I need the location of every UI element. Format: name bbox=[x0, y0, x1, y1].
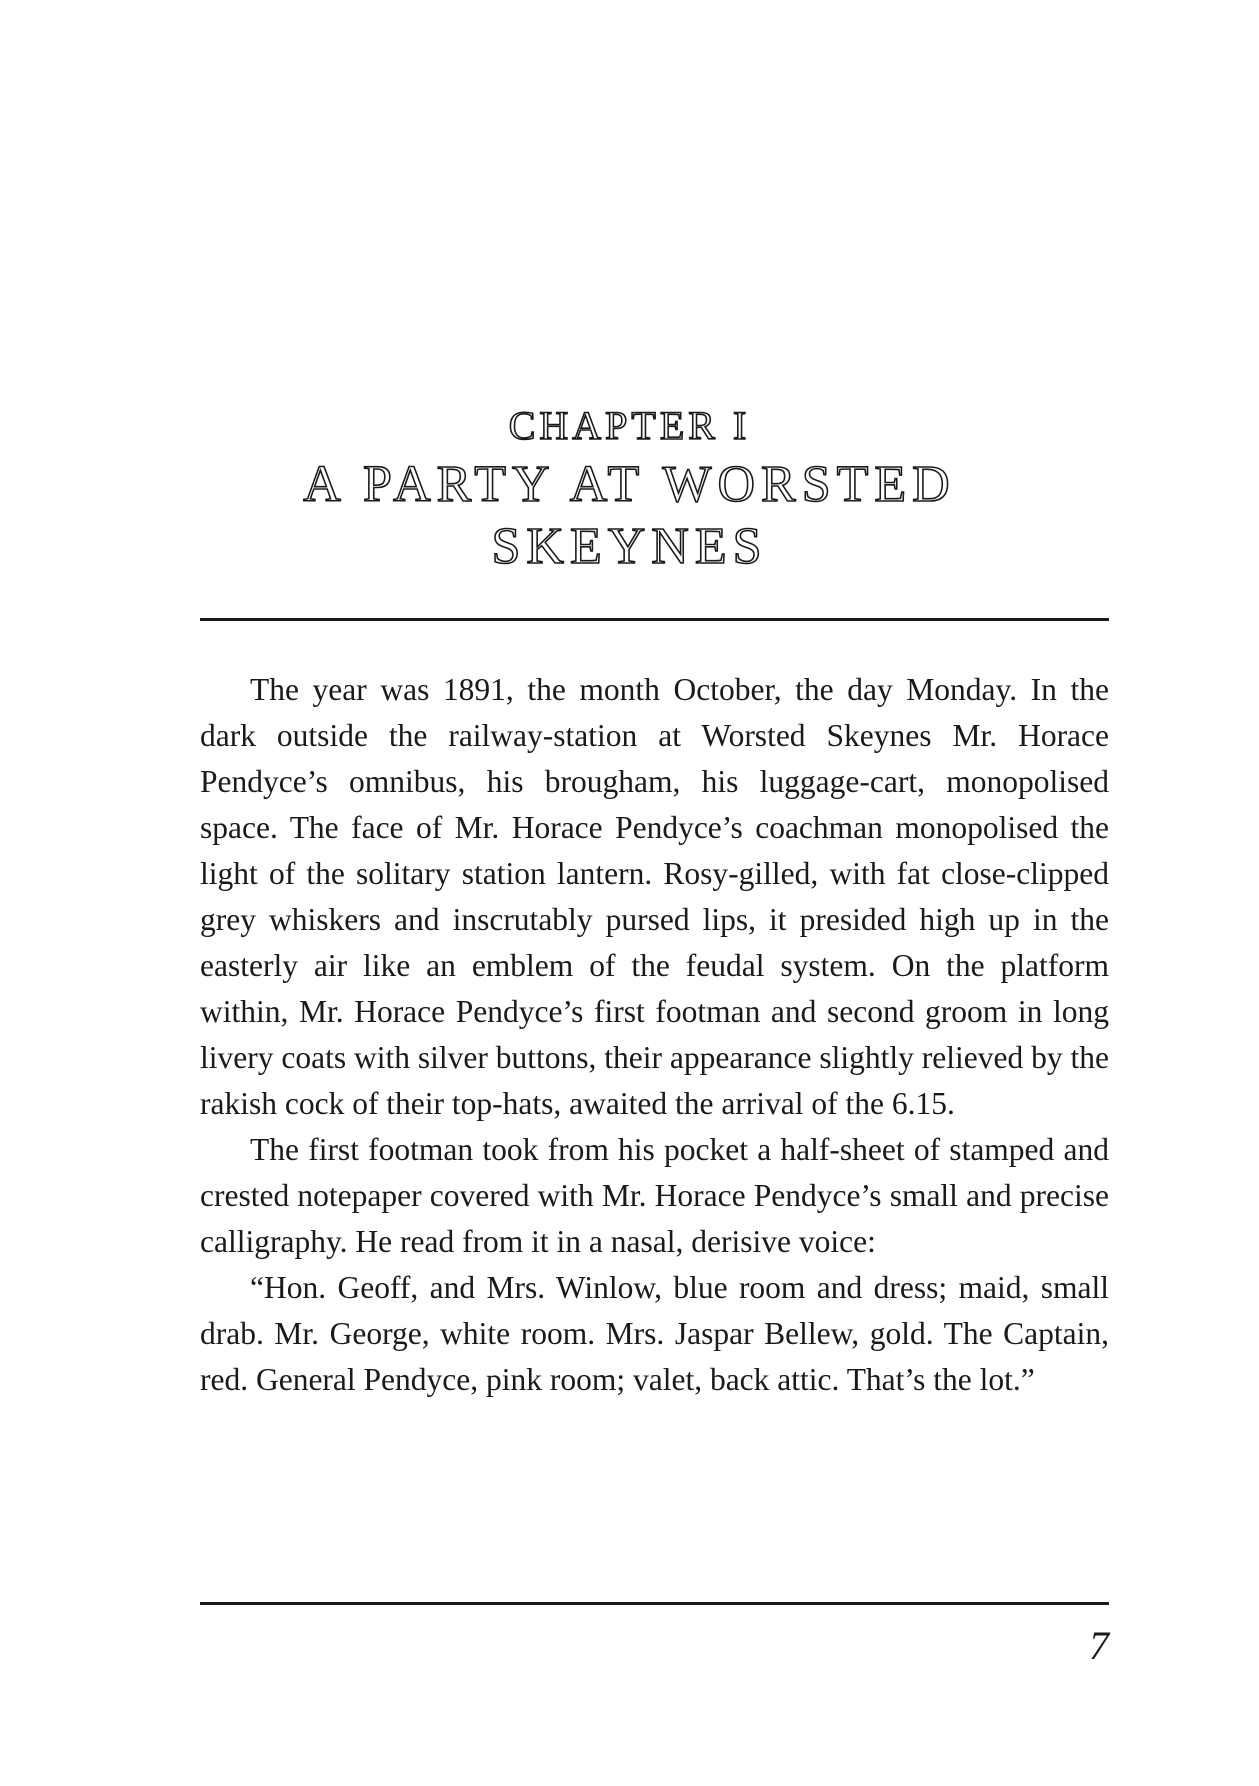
chapter-title-line-1: A PARTY AT WORSTED bbox=[303, 456, 956, 513]
paragraph-3: “Hon. Geoff, and Mrs. Winlow, blue room and dress; maid, small drab. Mr. George, white room. Mrs. Jaspar Bellew, gold. The Captain, red. General Pendyce, pink room; valet, back attic. That’s the lot.” bbox=[200, 1270, 1109, 1397]
paragraph-1: The year was 1891, the month October, the day Monday. In the dark outside the railway-station at Worsted Skeynes Mr. Horace Pendyce’s omnibus, his brougham, his luggage-cart, monopolised space. The face of Mr. Horace Pendyce’s coachman monopolised the light of the solitary station lantern. Rosy-gilled, with fat close-clipped grey whiskers and inscrutably pursed lips, it presided high up in the easterly air like an emblem of the feudal system. On the platform within, Mr. Horace Pendyce’s first footman and second groom in long livery coats with silver buttons, their appearance slightly relieved by the rakish cock of their top-hats, awaited the arrival of the 6.15. bbox=[200, 672, 1109, 1121]
page-number: 7 bbox=[1089, 1623, 1109, 1668]
chapter-title-line-2: SKEYNES bbox=[491, 518, 768, 575]
chapter-header bbox=[0, 400, 1259, 576]
top-divider bbox=[200, 618, 1109, 621]
chapter-body bbox=[200, 667, 1109, 1403]
bottom-divider bbox=[200, 1602, 1109, 1605]
paragraph-2: The first footman took from his pocket a half-sheet of stamped and crested notepaper covered with Mr. Horace Pendyce’s small and precise calligraphy. He read from it in a nasal, derisive voice: bbox=[200, 1132, 1109, 1259]
chapter-number: CHAPTER I bbox=[508, 403, 751, 448]
